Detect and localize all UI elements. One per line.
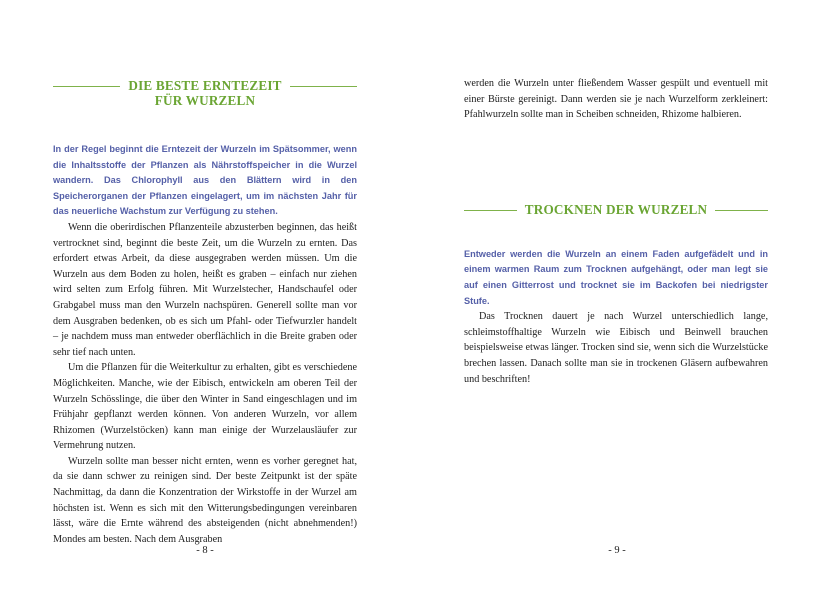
heading-title <box>120 78 289 108</box>
body-paragraph: Das Trocknen dauert je nach Wurzel unterschiedlich lange, schleimstoffhaltige Wurzeln wie Eibisch und Beinwell brauchen beispielsweise etwas länger. Trocken sind sie, wenn sich die Wurzelstücke brechen lassen. Danach sollte man sie in trockenen Gläsern aufbewahren und beschriften! <box>464 311 768 385</box>
heading-rule-right <box>715 210 768 211</box>
page-number: - 8 - <box>196 545 214 556</box>
heading-rule-left <box>464 210 517 211</box>
right-page <box>411 0 822 595</box>
continuation-paragraph: werden die Wurzeln unter fließendem Wasser gespült und eventuell mit einer Bürste gereinigt. Dann werden sie je nach Wurzelform zerkleinert: Pfahlwurzeln sollte man in Scheiben schneiden, Rhizome halbieren. <box>464 78 768 121</box>
heading-rule-right <box>290 86 357 87</box>
heading-title: TROCKNEN DER WURZELN <box>524 201 708 217</box>
body-paragraph: Um die Pflanzen für die Weiterkultur zu erhalten, gibt es verschiedene Möglichkeiten. Manche, wie der Eibisch, entwickeln am oberen Teil der Wurzeln Schösslinge, die über den Winter in Sand eingeschlagen und im Frühjahr gepflanzt werden können. Von anderen Wurzeln, vor allem Rhizomen (Wurzelstöcken) kann man einige der Wurzelausläufer zur Vermehrung nutzen. <box>53 362 357 452</box>
continuation-text <box>464 76 768 123</box>
body-paragraph: Wurzeln sollte man besser nicht ernten, wenn es vorher geregnet hat, da sie dann schwer zu reinigen sind. Der beste Zeitpunkt ist der späte Nachmittag, da dann die Konzentration der Wirkstoffe in der Wurzel am höchsten ist. Wenn es sich mit den Witterungsbedingungen vereinbaren lässt, wäre die Ernte während des absteigenden (nicht abnehmenden!) Mondes am besten. Nach dem Ausgraben <box>53 455 357 545</box>
heading-line-1: DIE BESTE ERNTEZEIT <box>128 78 282 93</box>
left-column <box>53 78 357 547</box>
body-paragraph: Wenn die oberirdischen Pflanzenteile abzusterben beginnen, das heißt vertrocknet sind, beginnt die beste Zeit, um die Wurzeln zu ernten. Das erfordert etwas Arbeit, da diese ausgegraben werden müssen. Um die Wurzeln aus dem Boden zu holen, heißt es graben – einfach nur ziehen wird selten zum Erfolg führen. Mit Wurzelstecher, Handschaufel oder Grabgabel muss man den Wurzeln nachspüren. Generell sollte man vor dem Ausgraben bedenken, ob es sich um Pfahl- oder Tiefwurzler handelt – je nachdem muss man entweder oberflächlich in die Breite graben oder sehr tief nach unten. <box>53 221 357 358</box>
heading-line-2: FÜR WURZELN <box>154 93 256 108</box>
page-number: - 9 - <box>608 545 626 556</box>
body-text <box>464 309 768 387</box>
section-heading-harvest <box>53 78 357 108</box>
section-heading-drying <box>464 202 768 217</box>
right-column <box>464 76 768 387</box>
body-text <box>53 220 357 547</box>
intro-paragraph: Entweder werden die Wurzeln an einem Faden aufgefädelt und in einem warmen Raum zum Trocknen aufgehängt, oder man legt sie auf einen Gitterrost und trocknet sie im Backofen bei niedrigster Stufe. <box>464 248 768 306</box>
intro-paragraph: In der Regel beginnt die Erntezeit der Wurzeln im Spätsommer, wenn die Inhaltsstoffe der Pflanzen als Nährstoffspeicher in die Wurzel wandern. Das Chlorophyll aus den Blättern wird in den Speicherorganen der Pflanzen eingelagert, um im nächsten Jahr für das neuerliche Wachstum zur Verfügung zu stehen. <box>53 144 357 217</box>
heading-rule-left <box>53 86 120 87</box>
